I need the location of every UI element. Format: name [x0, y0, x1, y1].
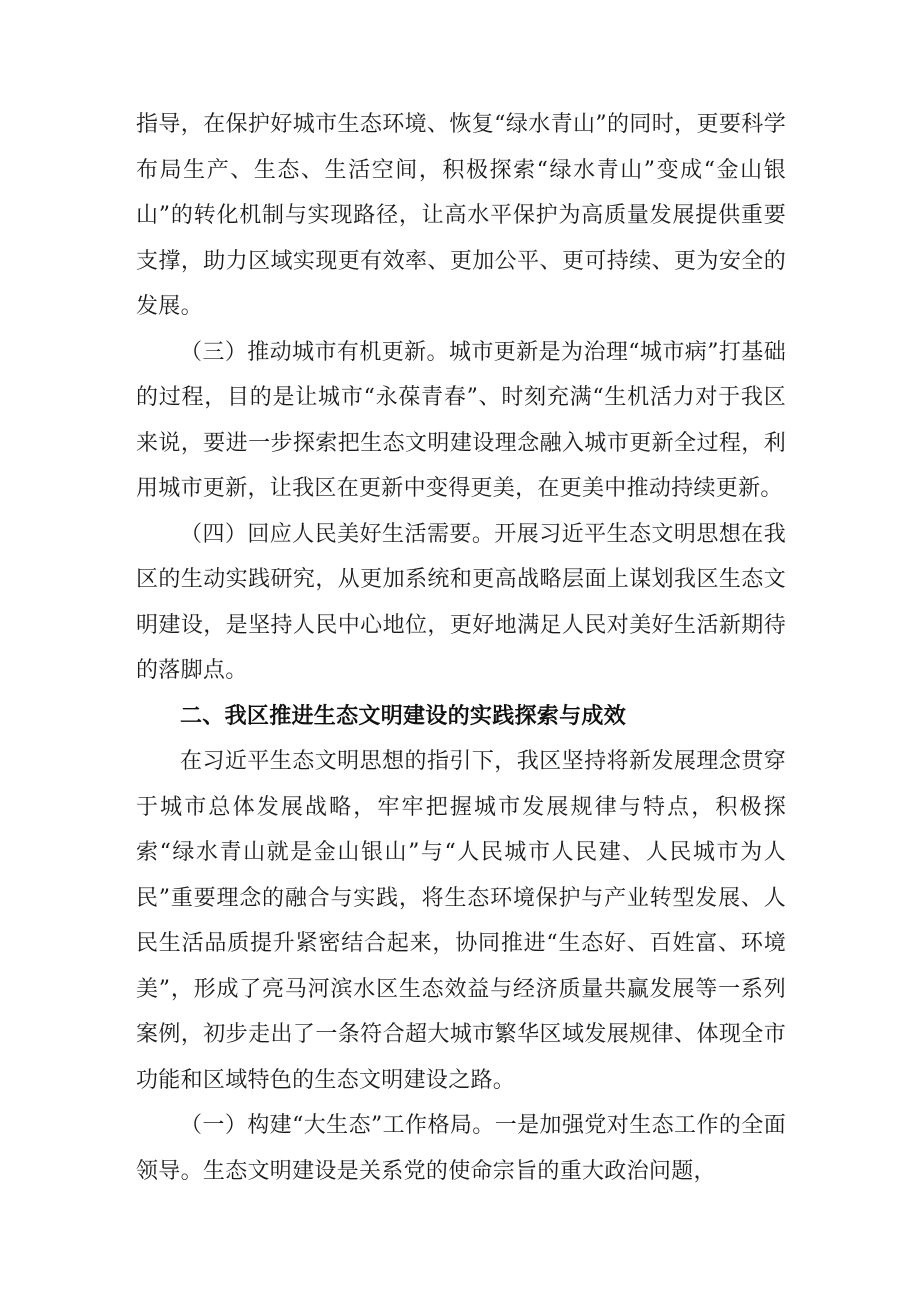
document-body: [136, 102, 786, 1194]
paragraph-big-ecology: （一）构建“大生态”工作格局。一是加强党对生态工作的全面领导。生态文明建设是关系党的使命宗旨的重大政治问题，: [136, 1113, 786, 1184]
paragraph-practice-overview: 在习近平生态文明思想的指引下，我区坚持将新发展理念贯穿于城市总体发展战略，牢牢把握城市发展规律与特点，积极探索“绿水青山就是金山银山”与“人民城市人民建、人民城市为人民”重要理念的融合与实践，将生态环境保护与产业转型发展、人民生活品质提升紧密结合起来，协同推进“生态好、百姓富、环境美”，形成了亮马河滨水区生态效益与经济质量共赢发展等一系列案例，初步走出了一条符合超大城市繁华区域发展规律、体现全市功能和区域特色的生态文明建设之路。: [136, 749, 786, 1093]
paragraph-guidance: 指导，在保护好城市生态环境、恢复“绿水青山”的同时，更要科学布局生产、生态、生活空间，积极探索“绿水青山”变成“金山银山”的转化机制与实现路径，让高水平保护为高质量发展提供重要支撑，助力区域实现更有效率、更加公平、更可持续、更为安全的发展。: [136, 112, 786, 319]
paragraph-urban-renewal: （三）推动城市有机更新。城市更新是为治理“城市病”打基础的过程，目的是让城市“永葆青春”、时刻充满“生机活力对于我区来说，要进一步探索把生态文明建设理念融入城市更新全过程，利用城市更新，让我区在更新中变得更美，在更美中推动持续更新。: [136, 339, 786, 501]
paragraph-people-needs: （四）回应人民美好生活需要。开展习近平生态文明思想在我区的生动实践研究，从更加系统和更高战略层面上谋划我区生态文明建设，是坚持人民中心地位，更好地满足人民对美好生活新期待的落脚点。: [136, 521, 786, 683]
section-heading: 二、我区推进生态文明建设的实践探索与成效: [180, 703, 627, 729]
